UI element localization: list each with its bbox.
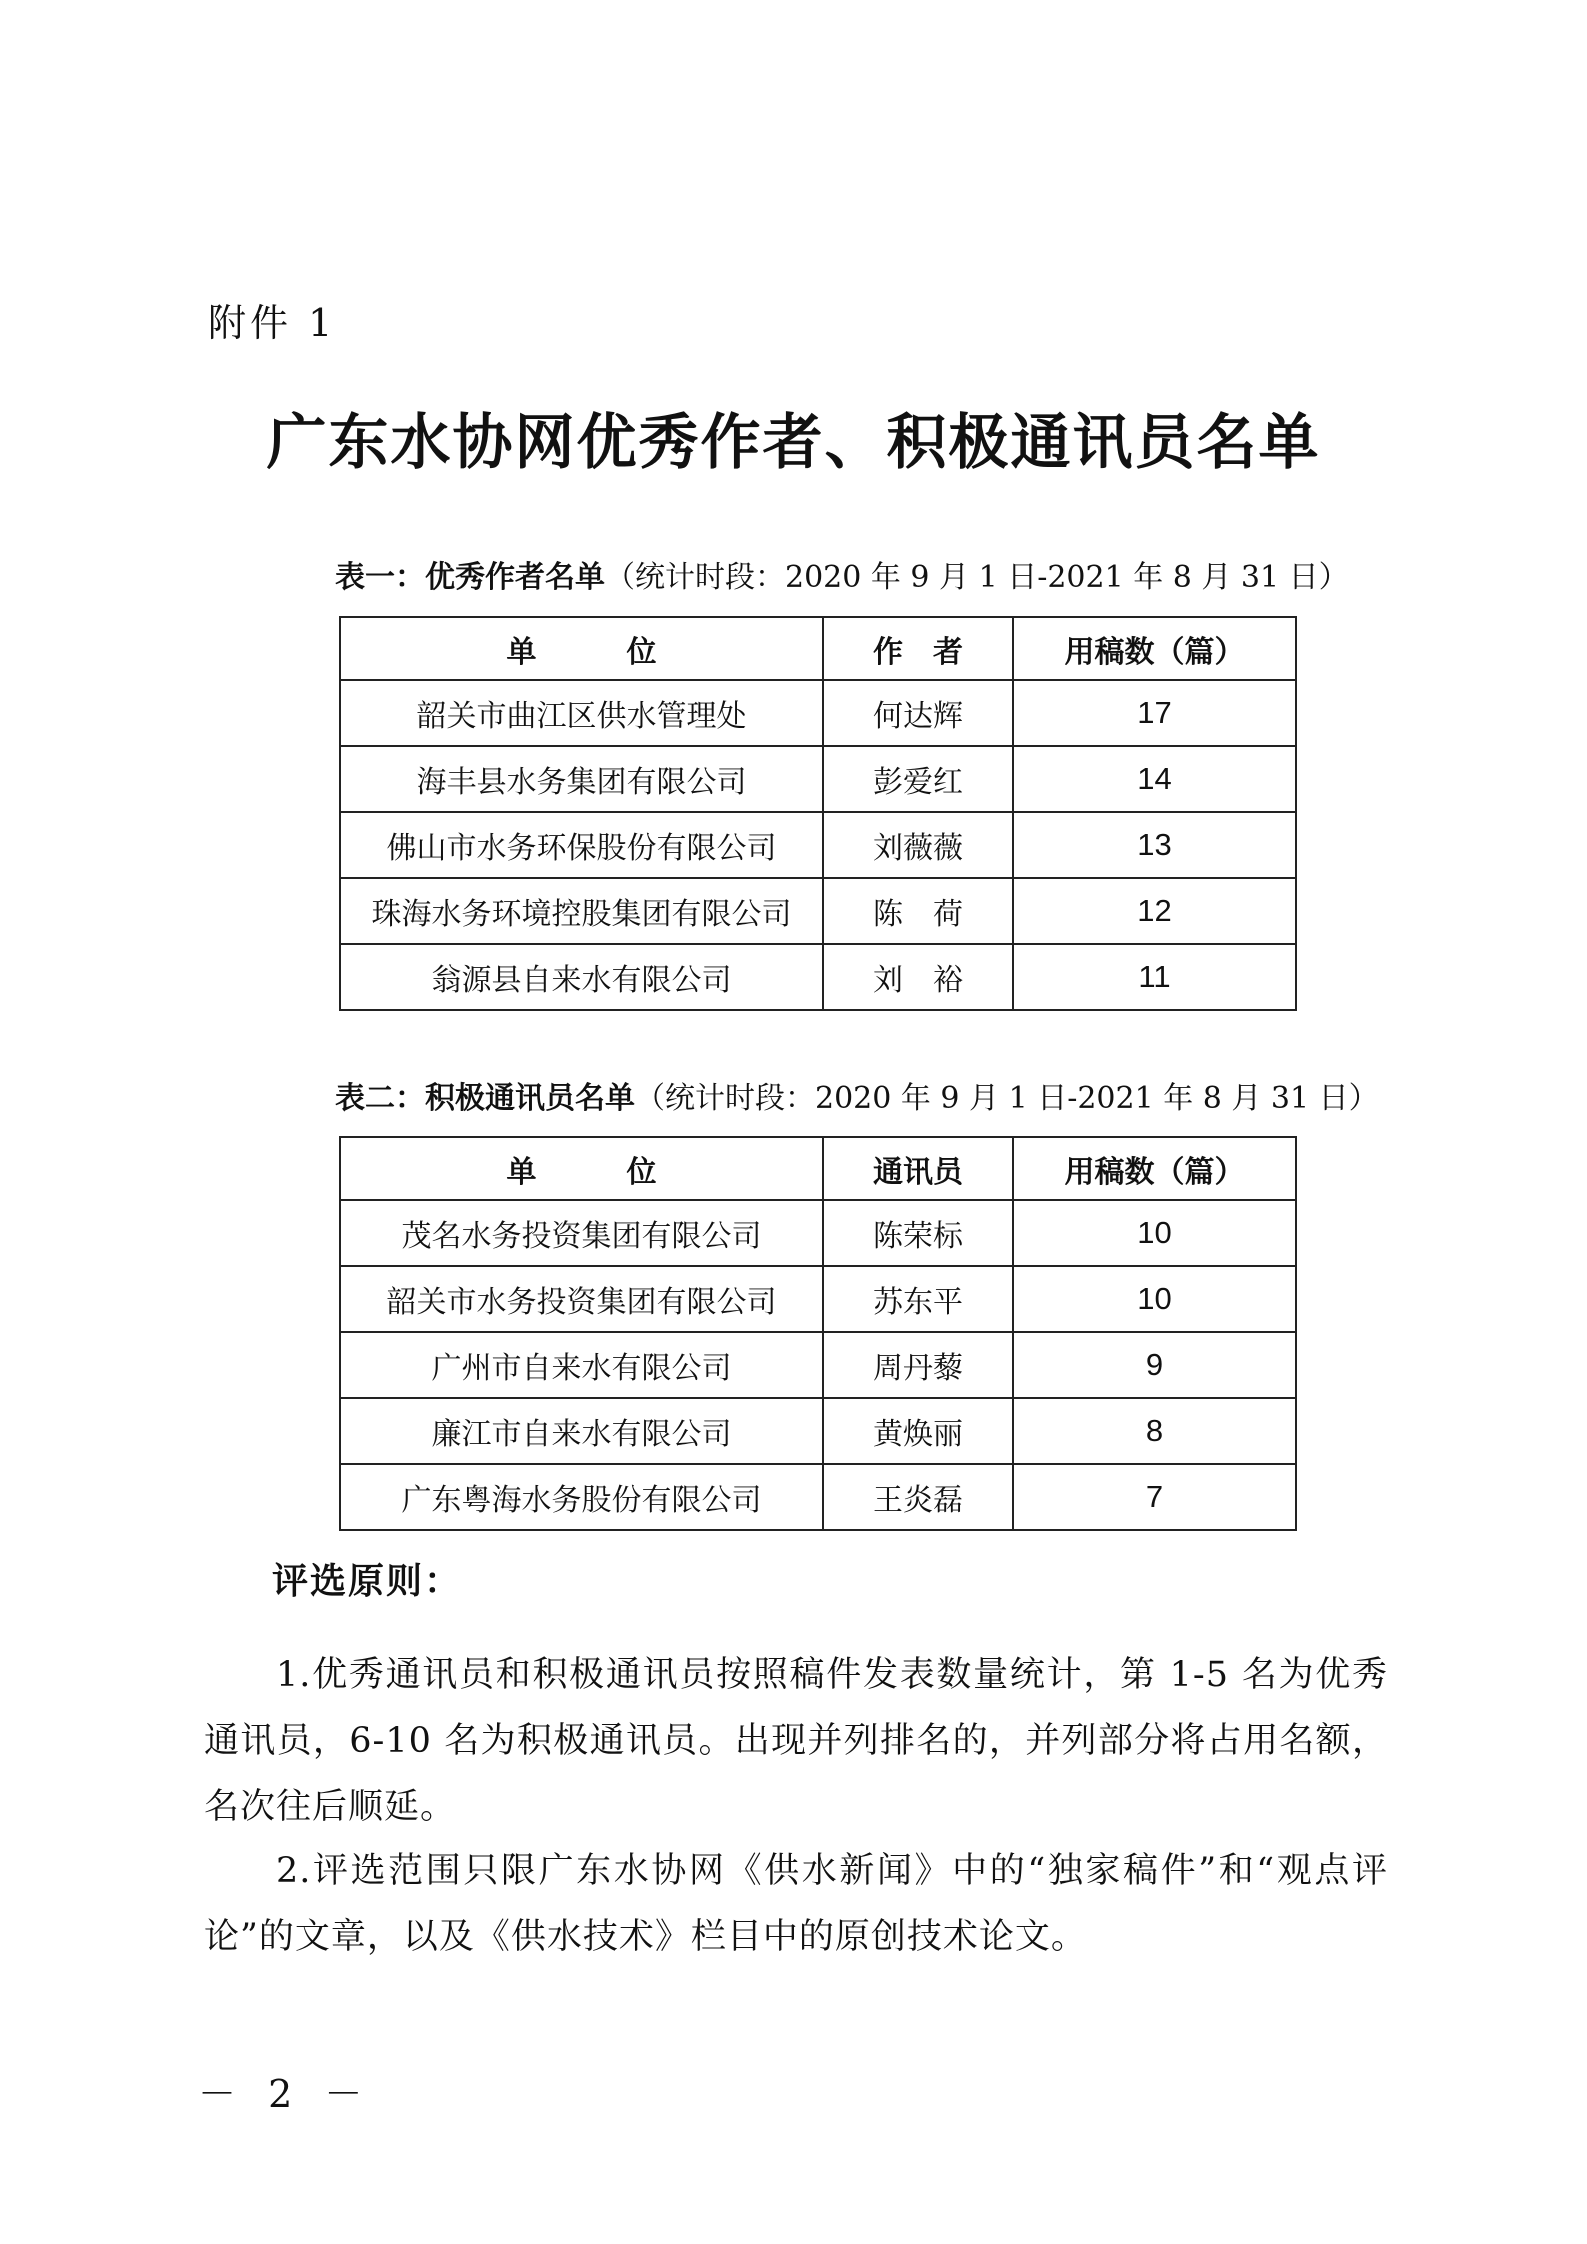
author-cell: 刘 裕	[823, 944, 1013, 1010]
correspondent-cell: 陈荣标	[823, 1200, 1013, 1266]
unit-cell: 珠海水务环境控股集团有限公司	[340, 878, 823, 944]
table-header-row	[340, 617, 1296, 680]
document-title: 广东水协网优秀作者、积极通讯员名单	[266, 408, 1321, 478]
principle-item: 2.评选范围只限广东水协网《供水新闻》中的“独家稿件”和“观点评论”的文章，以及《供水技术》栏目中的原创技术论文。	[204, 1851, 1388, 1957]
count-cell: 13	[1013, 812, 1296, 878]
table-row	[340, 878, 1296, 944]
column-header-author: 作 者	[823, 617, 1013, 680]
unit-cell: 茂名水务投资集团有限公司	[340, 1200, 823, 1266]
table-row	[340, 944, 1296, 1010]
column-header-unit: 单 位	[340, 1137, 823, 1200]
table-row	[340, 812, 1296, 878]
author-cell: 陈 荷	[823, 878, 1013, 944]
table-row	[340, 1464, 1296, 1530]
unit-cell: 廉江市自来水有限公司	[340, 1398, 823, 1464]
table-header-row	[340, 1137, 1296, 1200]
table2-caption-period: （统计时段：2020 年 9 月 1 日-2021 年 8 月 31 日）	[635, 1081, 1379, 1116]
unit-cell: 韶关市曲江区供水管理处	[340, 680, 823, 746]
table-row	[340, 1332, 1296, 1398]
column-header-count: 用稿数（篇）	[1013, 617, 1296, 680]
unit-cell: 韶关市水务投资集团有限公司	[340, 1266, 823, 1332]
column-header-unit: 单 位	[340, 617, 823, 680]
table1-caption-label: 表一：优秀作者名单	[335, 560, 605, 595]
author-cell: 刘薇薇	[823, 812, 1013, 878]
table1-caption-period: （统计时段：2020 年 9 月 1 日-2021 年 8 月 31 日）	[605, 560, 1349, 595]
unit-cell: 广东粤海水务股份有限公司	[340, 1464, 823, 1530]
table-row	[340, 1398, 1296, 1464]
count-cell: 10	[1013, 1266, 1296, 1332]
count-cell: 14	[1013, 746, 1296, 812]
unit-cell: 海丰县水务集团有限公司	[340, 746, 823, 812]
author-cell: 何达辉	[823, 680, 1013, 746]
table-row	[340, 1266, 1296, 1332]
count-cell: 8	[1013, 1398, 1296, 1464]
count-cell: 7	[1013, 1464, 1296, 1530]
count-cell: 17	[1013, 680, 1296, 746]
unit-cell: 翁源县自来水有限公司	[340, 944, 823, 1010]
attachment-label: 附件 1	[208, 301, 337, 345]
table2-caption	[335, 1073, 1379, 1117]
table-row	[340, 746, 1296, 812]
unit-cell: 广州市自来水有限公司	[340, 1332, 823, 1398]
table-row	[340, 680, 1296, 746]
correspondent-cell: 周丹藜	[823, 1332, 1013, 1398]
correspondent-cell: 黄焕丽	[823, 1398, 1013, 1464]
count-cell: 11	[1013, 944, 1296, 1010]
column-header-correspondent: 通讯员	[823, 1137, 1013, 1200]
count-cell: 9	[1013, 1332, 1296, 1398]
principle-item: 1.优秀通讯员和积极通讯员按照稿件发表数量统计，第 1-5 名为优秀通讯员，6-10 名为积极通讯员。出现并列排名的，并列部分将占用名额，名次往后顺延。	[204, 1655, 1388, 1827]
unit-cell: 佛山市水务环保股份有限公司	[340, 812, 823, 878]
author-cell: 彭爱红	[823, 746, 1013, 812]
correspondent-cell: 王炎磊	[823, 1464, 1013, 1530]
table2-caption-label: 表二：积极通讯员名单	[335, 1081, 635, 1116]
table-row	[340, 1200, 1296, 1266]
table1-caption	[335, 552, 1349, 596]
outstanding-authors-table	[339, 616, 1297, 1011]
count-cell: 12	[1013, 878, 1296, 944]
correspondent-cell: 苏东平	[823, 1266, 1013, 1332]
count-cell: 10	[1013, 1200, 1296, 1266]
principles-heading: 评选原则：	[272, 1560, 463, 1602]
page-number: － 2 －	[198, 2072, 373, 2116]
active-correspondents-table	[339, 1136, 1297, 1531]
column-header-count: 用稿数（篇）	[1013, 1137, 1296, 1200]
